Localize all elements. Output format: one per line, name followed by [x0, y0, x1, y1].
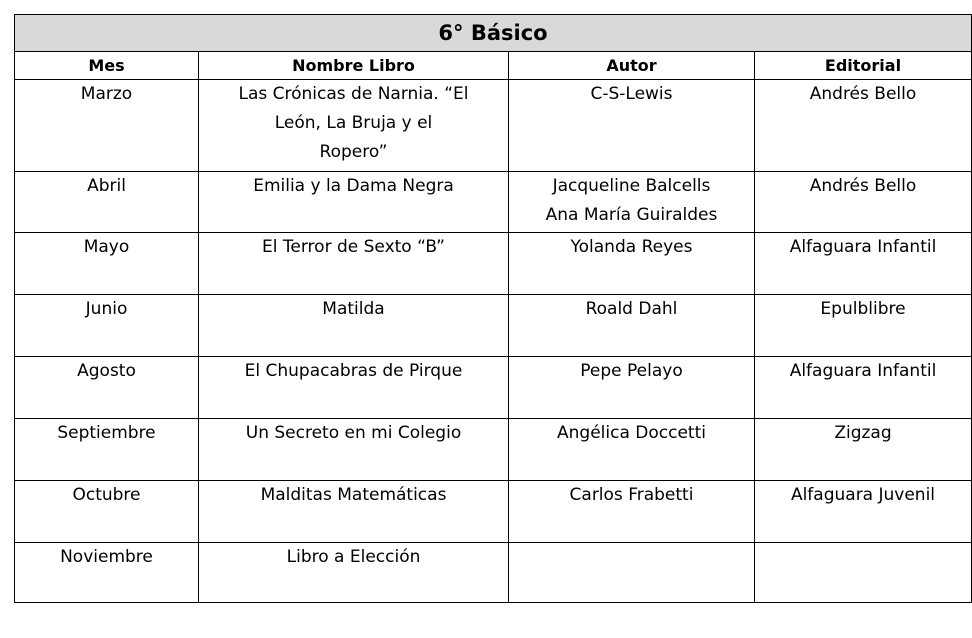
book-cell: [199, 419, 509, 481]
publisher-cell: Zigzag: [755, 419, 972, 481]
book-cell: [199, 543, 509, 603]
month-cell: Noviembre: [15, 543, 199, 603]
book-cell: [199, 481, 509, 543]
book-title-line: León, La Bruja y el: [274, 113, 433, 133]
book-title-line: El Chupacabras de Pirque: [244, 361, 463, 381]
month-cell: Octubre: [15, 481, 199, 543]
table-row: [15, 233, 972, 295]
author-line: Yolanda Reyes: [570, 237, 693, 257]
author-cell: [509, 419, 755, 481]
table-row: [15, 80, 972, 172]
author-line: Jacqueline Balcells: [552, 176, 711, 196]
author-line: Ana María Guiraldes: [545, 205, 718, 225]
publisher-cell: Alfaguara Infantil: [755, 233, 972, 295]
author-cell: [509, 481, 755, 543]
author-cell: [509, 233, 755, 295]
book-cell: [199, 233, 509, 295]
table-row: [15, 295, 972, 357]
month-cell: Abril: [15, 172, 199, 233]
author-line: Carlos Frabetti: [569, 485, 694, 505]
book-cell: [199, 172, 509, 233]
book-title-line: Libro a Elección: [286, 547, 421, 567]
publisher-cell: Andrés Bello: [755, 80, 972, 172]
reading-list-table: [14, 14, 972, 603]
publisher-cell: Alfaguara Juvenil: [755, 481, 972, 543]
publisher-cell: Alfaguara Infantil: [755, 357, 972, 419]
author-cell: [509, 172, 755, 233]
header-author: Autor: [509, 52, 755, 80]
author-cell: [509, 80, 755, 172]
month-cell: Mayo: [15, 233, 199, 295]
book-title-line: Malditas Matemáticas: [260, 485, 447, 505]
table-row: [15, 543, 972, 603]
month-cell: Septiembre: [15, 419, 199, 481]
book-title-line: Matilda: [322, 299, 385, 319]
author-line: Pepe Pelayo: [580, 361, 683, 381]
book-title-line: Ropero”: [319, 142, 388, 162]
month-cell: Agosto: [15, 357, 199, 419]
author-line: Roald Dahl: [585, 299, 678, 319]
publisher-cell: Andrés Bello: [755, 172, 972, 233]
table-row: [15, 481, 972, 543]
header-publisher: Editorial: [755, 52, 972, 80]
author-line: Angélica Doccetti: [557, 423, 706, 443]
table-title: 6° Básico: [15, 15, 972, 52]
table-row: [15, 172, 972, 233]
book-cell: [199, 295, 509, 357]
publisher-cell: [755, 543, 972, 603]
table-row: [15, 357, 972, 419]
book-title-line: Un Secreto en mi Colegio: [245, 423, 462, 443]
author-cell: [509, 295, 755, 357]
table-row: [15, 419, 972, 481]
header-month: Mes: [15, 52, 199, 80]
book-cell: [199, 357, 509, 419]
author-line: C-S-Lewis: [590, 84, 673, 104]
publisher-cell: Epulblibre: [755, 295, 972, 357]
book-cell: [199, 80, 509, 172]
header-book: Nombre Libro: [199, 52, 509, 80]
book-title-line: Emilia y la Dama Negra: [253, 176, 454, 196]
author-cell: [509, 543, 755, 603]
month-cell: Junio: [15, 295, 199, 357]
author-cell: [509, 357, 755, 419]
book-title-line: Las Crónicas de Narnia. “El: [238, 84, 469, 104]
book-title-line: El Terror de Sexto “B”: [262, 237, 445, 257]
month-cell: Marzo: [15, 80, 199, 172]
